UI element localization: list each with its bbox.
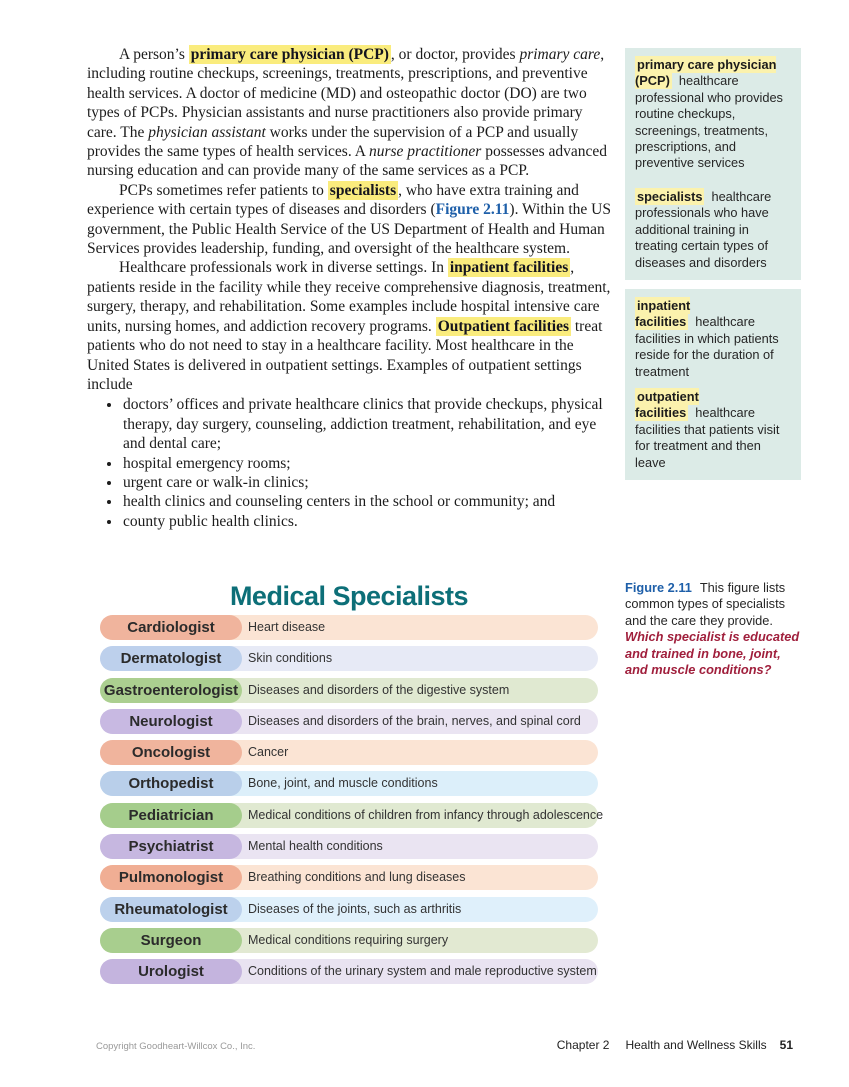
italic-term: physician assistant: [148, 123, 266, 141]
specialists-table: [100, 615, 604, 991]
definition-text: healthcare facilities in which patients reside for the duration of treatment: [635, 314, 779, 379]
outpatient-settings-list: [87, 395, 615, 531]
text-segment: works under the supervision of a PCP and usually provides the same types of health services. A: [87, 123, 579, 161]
key-term: specialists: [637, 189, 703, 204]
copyright-notice: Copyright Goodheart-Willcox Co., Inc.: [96, 1041, 256, 1052]
specialist-row: [100, 615, 598, 640]
running-footer: [557, 1038, 793, 1052]
definition-box-outpatient: [625, 380, 801, 480]
specialist-description: Diseases of the joints, such as arthritis: [248, 901, 462, 916]
text-segment: , patients reside in the facility while they receive comprehensive diagnosis, treatment, surgery, therapy, and rehabilitation. Some examples include hospital intensive care units, nursing homes, and addiction recovery programs.: [87, 259, 611, 335]
bullet-item: • county public health clinics.: [122, 512, 615, 531]
text-segment: ). Within the US government, the Public Health Service of the US Department of Health and Human Services provides leadership, funding, and oversight of the healthcare system.: [87, 201, 611, 258]
figure-caption-text: This figure lists common types of specialists and the care they provide.: [625, 580, 786, 628]
key-term: primary care physician (PCP): [635, 57, 777, 89]
key-term-highlight: Outpatient facilities: [437, 317, 569, 335]
key-term: inpatient facilities: [635, 298, 691, 330]
bullet-item: • health clinics and counseling centers in the school or community; and: [122, 492, 615, 511]
specialist-row: [100, 865, 598, 890]
specialist-name-pill: Orthopedist: [100, 771, 242, 796]
text-segment: A person’s: [119, 46, 189, 63]
specialist-name-pill: Neurologist: [100, 709, 242, 734]
specialist-row: [100, 803, 604, 828]
text-segment: , or doctor, provides: [390, 46, 520, 63]
specialist-description: Conditions of the urinary system and male reproductive system: [248, 964, 597, 979]
specialist-name-pill: Cardiologist: [100, 615, 242, 640]
definition-box-specialists: [625, 180, 801, 280]
bullet-item: • doctors’ offices and private healthcare clinics that provide checkups, physical therapy, day surgery, counseling, addiction treatment, rehabilitation, and eye and dental care;: [122, 395, 615, 453]
text-segment: possesses advanced nursing education and can provide many of the same services as a PCP.: [87, 143, 608, 180]
italic-term: nurse practitioner: [368, 143, 482, 161]
definition-text: healthcare professionals who have additional training in treating certain types of diseases and disorders: [635, 189, 772, 270]
key-term-highlight: specialists: [329, 181, 397, 199]
text-segment: Healthcare professionals work in diverse settings. In: [119, 259, 448, 277]
figure-caption: [625, 580, 805, 678]
specialist-description: Diseases and disorders of the digestive system: [248, 682, 510, 697]
specialist-name-pill: Pediatrician: [100, 803, 242, 828]
specialist-description: Medical conditions requiring surgery: [248, 932, 449, 947]
specialist-row: [100, 771, 598, 796]
specialist-description: Mental health conditions: [248, 839, 383, 854]
bullet-item: • hospital emergency rooms;: [122, 454, 615, 473]
specialist-name-pill: Psychiatrist: [100, 834, 242, 859]
figure-title: Medical Specialists: [229, 581, 469, 611]
text-segment: PCPs sometimes refer patients to: [119, 181, 328, 199]
specialist-description: Bone, joint, and muscle conditions: [248, 776, 438, 791]
figure-ref: Figure 2.11: [435, 201, 510, 219]
section-title: Health and Wellness Skills: [625, 1038, 767, 1052]
specialist-name-pill: Surgeon: [100, 928, 242, 953]
definition-box-inpatient: [625, 289, 801, 389]
text-segment: , including routine checkups, screenings, treatments, prescriptions, and preventive health services. A doctor of medicine (MD) and osteopathic doctor (DO) are two types of PCPs. Physician assistants and nurse practitioners also provide primary care. The: [87, 46, 605, 141]
specialist-description: Diseases and disorders of the brain, nerves, and spinal cord: [248, 713, 581, 728]
bullet-item: • urgent care or walk-in clinics;: [122, 473, 615, 492]
text-segment: treat patients who do not need to stay in a healthcare facility. Most healthcare in the United States is delivered in outpatient settings. Examples of outpatient settings include: [87, 317, 603, 393]
key-term: outpatient facilities: [635, 389, 699, 421]
key-term-highlight: primary care physician (PCP): [190, 46, 389, 63]
specialist-row: [100, 928, 598, 953]
specialist-row: [100, 740, 598, 765]
paragraph-specialists: [87, 181, 615, 259]
specialist-name-pill: Dermatologist: [100, 646, 242, 671]
specialist-description: Breathing conditions and lung diseases: [248, 870, 466, 885]
key-term-highlight: inpatient facilities: [449, 259, 569, 277]
chapter-label: Chapter 2: [556, 1038, 610, 1052]
specialist-row: [100, 709, 598, 734]
specialist-description: Skin conditions: [248, 651, 333, 666]
specialist-row: [100, 678, 598, 703]
specialist-row: [100, 834, 598, 859]
specialist-row: [100, 959, 598, 984]
paragraph-pcp: [87, 45, 615, 181]
specialist-description: Heart disease: [248, 620, 326, 634]
italic-term: primary care: [519, 46, 601, 63]
specialist-name-pill: Urologist: [100, 959, 242, 984]
specialist-name-pill: Rheumatologist: [100, 897, 242, 922]
specialist-row: [100, 897, 598, 922]
page-number: 51: [779, 1038, 793, 1052]
specialist-description: Medical conditions of children from infancy through adolescence: [248, 807, 604, 822]
specialist-description: Cancer: [248, 745, 289, 760]
figure-caption-label: Figure 2.11: [625, 580, 692, 595]
paragraph-facilities: [87, 258, 615, 394]
figure-caption-question: Which specialist is educated and trained in bone, joint, and muscle conditions?: [625, 629, 800, 678]
definition-box-pcp: [625, 48, 801, 181]
text-segment: , who have extra training and experience with certain types of diseases and disorders (: [87, 181, 579, 219]
specialist-name-pill: Gastroenterologist: [100, 678, 242, 703]
definition-text: healthcare professional who provides routine checkups, screenings, treatments, prescriptions, and preventive services: [635, 73, 783, 171]
body-text-column: [87, 45, 615, 531]
specialist-name-pill: Oncologist: [100, 740, 242, 765]
specialist-name-pill: Pulmonologist: [100, 865, 242, 890]
specialist-row: [100, 646, 598, 671]
definition-text: healthcare facilities that patients visit for treatment and then leave: [635, 405, 780, 470]
